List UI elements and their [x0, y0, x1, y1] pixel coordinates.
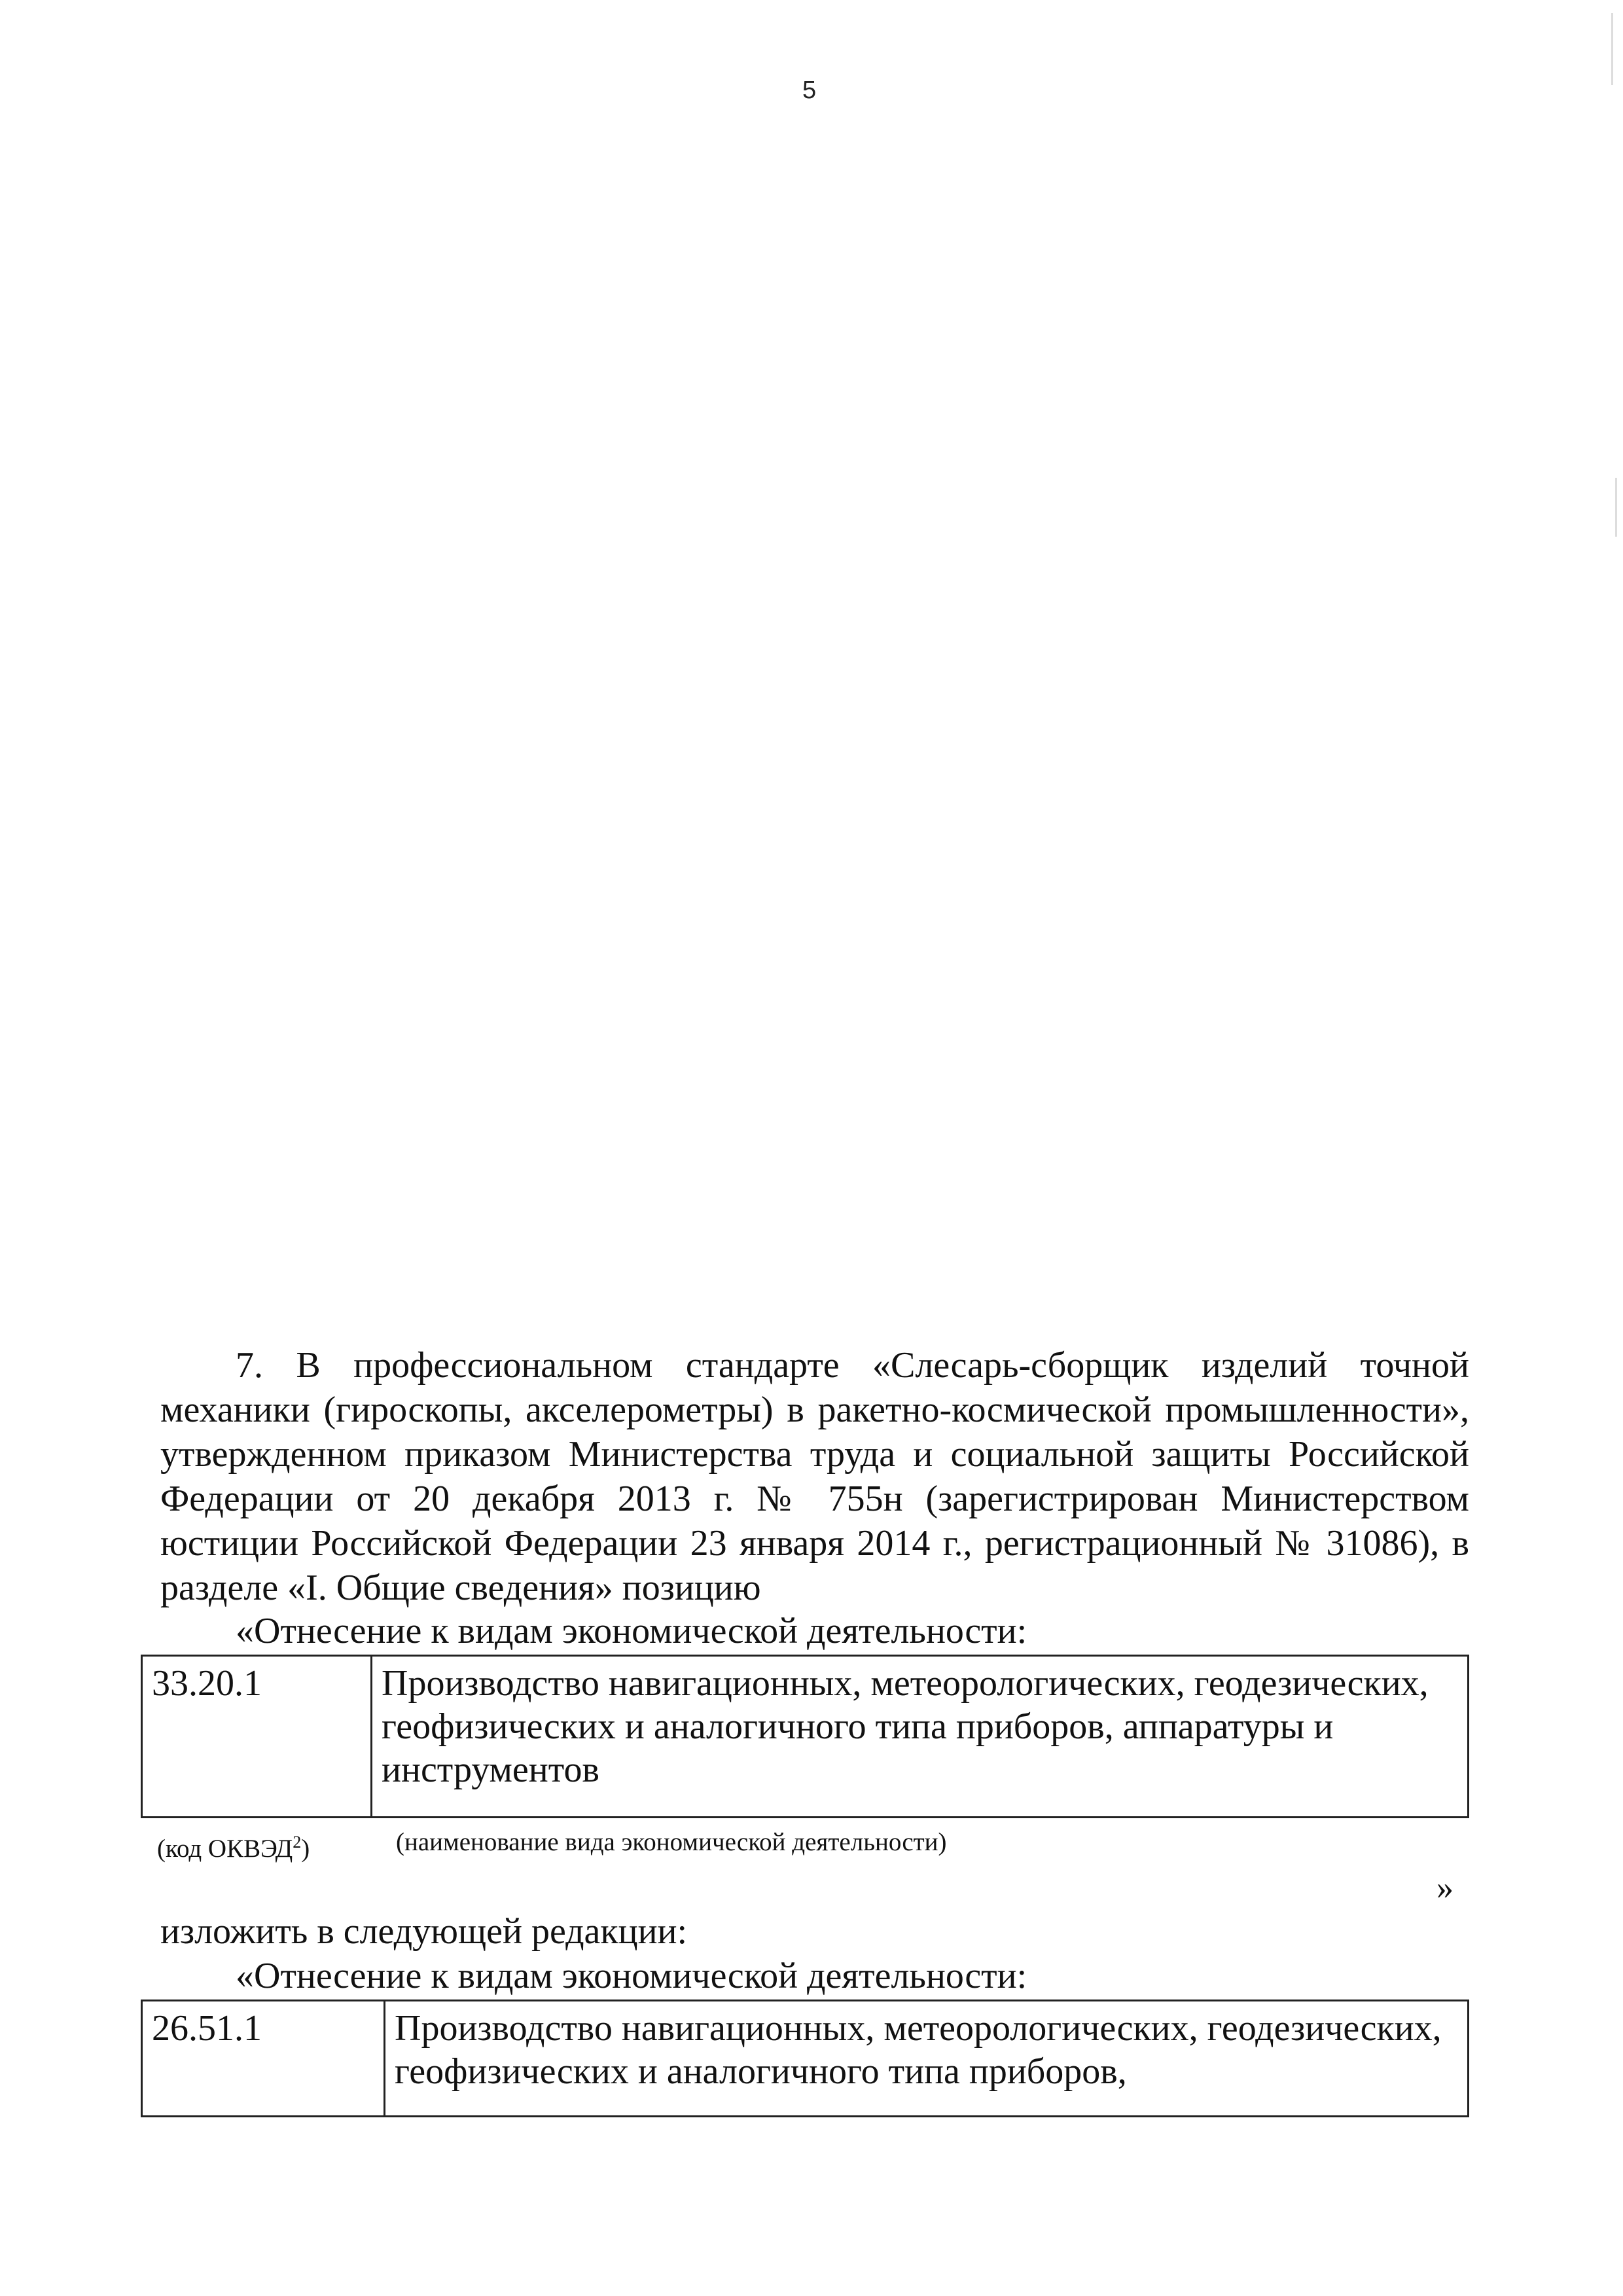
- okved-name-cell: Производство навигационных, метеорологических, геодезических, геофизических и аналогичного типа приборов, аппаратуры и инструментов: [372, 1656, 1469, 1818]
- caption-code-close: ): [301, 1835, 310, 1863]
- caption-code-text: (код ОКВЭД: [157, 1835, 293, 1863]
- amendment-paragraph: 7. В профессиональном стандарте «Слесарь-сборщик изделий точной механики (гироскопы, акселерометры) в ракетно-космической промышленности», утвержденном приказом Министерства труда и социальной защиты Российской Федерации от 20 декабря 2013 г. № 755н (зарегистрирован Министерством юстиции Российской Федерации 23 января 2014 г., регистрационный № 31086), в разделе «I. Общие сведения» позицию: [160, 1345, 1469, 1608]
- okved-code-caption: [157, 1828, 310, 1863]
- okved-table-old: [141, 1655, 1469, 1818]
- footnote-ref: 2: [293, 1833, 302, 1852]
- okved-heading-new: «Отнесение к видам экономической деятельности:: [236, 1956, 1027, 1996]
- scan-edge-mark: [1611, 13, 1613, 85]
- activity-name-caption: (наименование вида экономической деятельности): [396, 1828, 947, 1856]
- okved-name-cell: Производство навигационных, метеорологических, геодезических, геофизических и аналогичного типа приборов,: [385, 2001, 1469, 2117]
- closing-quote: »: [1436, 1869, 1454, 1907]
- okved-code-cell: 33.20.1: [142, 1656, 372, 1818]
- okved-heading-old: «Отнесение к видам экономической деятельности:: [236, 1611, 1027, 1651]
- table-row: [142, 1656, 1469, 1818]
- page-number: 5: [802, 77, 817, 104]
- table-row: [142, 2001, 1469, 2117]
- scan-edge-mark: [1615, 478, 1617, 537]
- okved-table-new: [141, 2000, 1469, 2117]
- okved-code-cell: 26.51.1: [142, 2001, 385, 2117]
- replace-phrase: изложить в следующей редакции:: [160, 1911, 688, 1952]
